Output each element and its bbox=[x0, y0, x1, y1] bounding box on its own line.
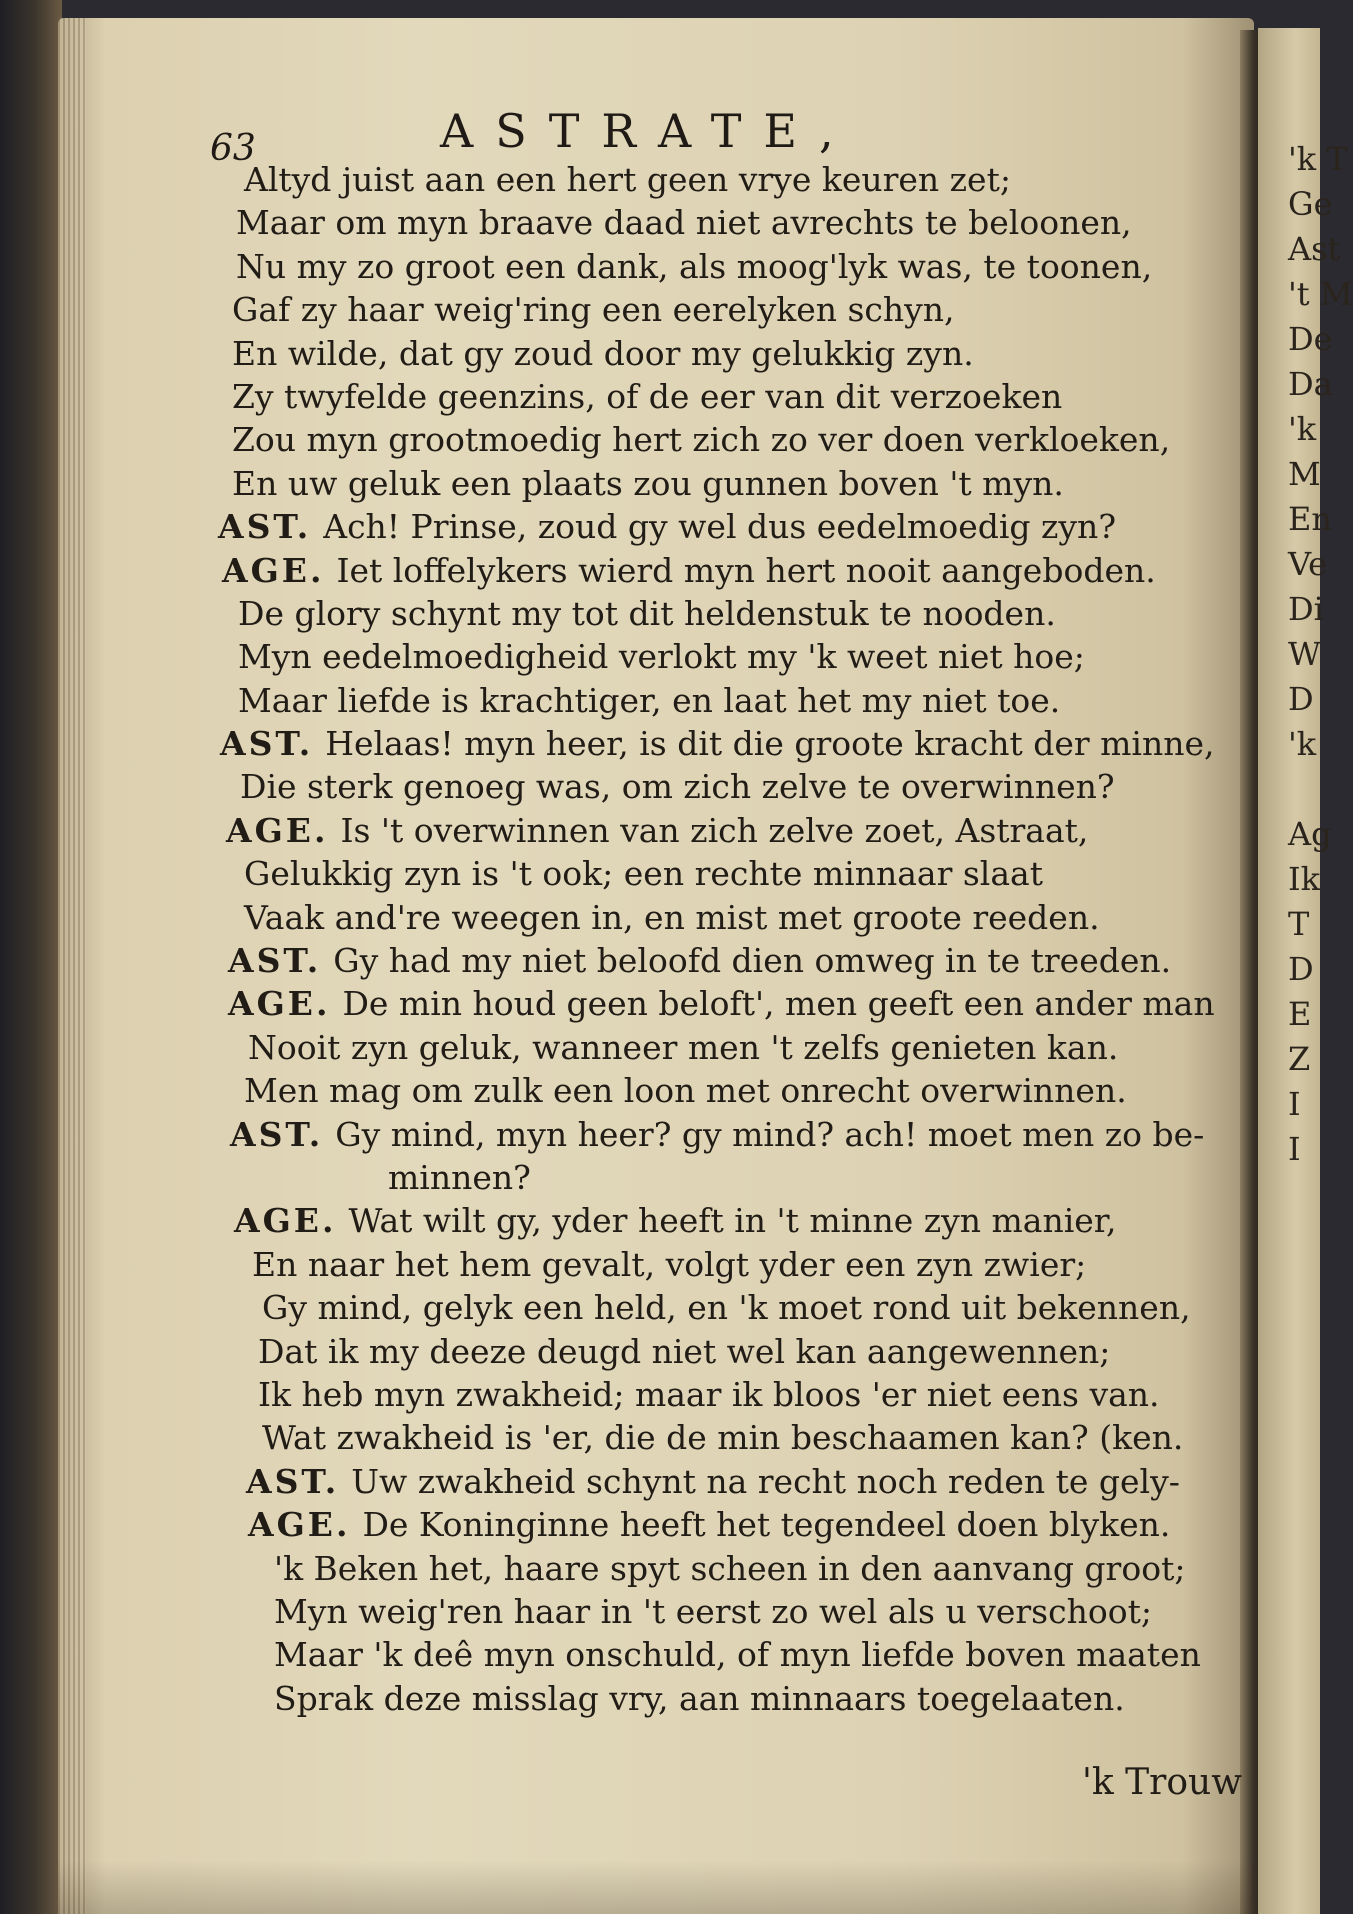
next-page-fragment: Ag bbox=[1288, 815, 1332, 853]
verse-text: Dat ik my deeze deugd niet wel kan aangewennen; bbox=[258, 1331, 1111, 1371]
verse-line bbox=[218, 1373, 1238, 1416]
speaker-label: AGE. bbox=[222, 550, 325, 590]
next-page-fragment: I bbox=[1288, 1085, 1301, 1123]
next-page-fragment: Ve bbox=[1288, 545, 1328, 583]
verse-line bbox=[218, 549, 1238, 592]
next-page-fragment: I bbox=[1288, 1130, 1301, 1168]
next-page-fragment: Ik bbox=[1288, 860, 1321, 898]
verse-line bbox=[218, 1547, 1238, 1590]
verse-line bbox=[218, 1633, 1238, 1676]
verse-line bbox=[218, 679, 1238, 722]
speaker-label: AST. bbox=[246, 1461, 340, 1501]
verse-text: Zou myn grootmoedig hert zich zo ver doen verkloeken, bbox=[232, 420, 1171, 460]
verse-line bbox=[218, 1677, 1238, 1720]
verse-line bbox=[218, 375, 1238, 418]
verse-line bbox=[218, 462, 1238, 505]
verse-line bbox=[218, 245, 1238, 288]
verse-text: 'k Beken het, haare spyt scheen in den aanvang groot; bbox=[274, 1548, 1186, 1588]
verse-line bbox=[218, 982, 1238, 1025]
next-page-fragment: Di bbox=[1288, 590, 1324, 628]
next-page-fragment bbox=[1288, 1175, 1328, 1213]
page-number: 63 bbox=[210, 128, 256, 169]
verse-text: Iet loffelykers wierd myn hert nooit aangeboden. bbox=[336, 550, 1156, 590]
verse-text: Gaf zy haar weig'ring een eerelyken schyn, bbox=[232, 290, 955, 330]
verse-text: Vaak and're weegen in, en mist met groote reeden. bbox=[244, 897, 1100, 937]
verse-text: En wilde, dat gy zoud door my gelukkig zyn. bbox=[232, 333, 974, 373]
speaker-label: AST. bbox=[230, 1114, 324, 1154]
verse-line bbox=[218, 896, 1238, 939]
verse-line bbox=[218, 765, 1238, 808]
verse-text: De Koninginne heeft het tegendeel doen blyken. bbox=[362, 1505, 1171, 1545]
verse-text: Is 't overwinnen van zich zelve zoet, Astraat, bbox=[340, 810, 1089, 850]
verse-line bbox=[218, 809, 1238, 852]
verse-text: Ik heb myn zwakheid; maar ik bloos 'er niet eens van. bbox=[258, 1374, 1160, 1414]
speaker-label: AGE. bbox=[228, 984, 331, 1024]
verse-text: Maar liefde is krachtiger, en laat het my niet toe. bbox=[238, 680, 1061, 720]
next-page-fragment bbox=[1288, 1310, 1328, 1348]
verse-text: Gelukkig zyn is 't ook; een rechte minnaar slaat bbox=[244, 854, 1043, 894]
catchword: 'k Trouw bbox=[1082, 1762, 1243, 1803]
verse-line bbox=[218, 1069, 1238, 1112]
verse-text: Uw zwakheid schynt na recht noch reden te gely- bbox=[351, 1461, 1180, 1501]
next-page-fragment: E bbox=[1288, 995, 1312, 1033]
next-page-fragment: M bbox=[1288, 455, 1321, 493]
running-head: ASTRATE, bbox=[440, 104, 856, 158]
speaker-label: AGE. bbox=[234, 1201, 337, 1241]
verse-text: Men mag om zulk een loon met onrecht overwinnen. bbox=[244, 1071, 1127, 1111]
next-page-fragment: Ge bbox=[1288, 185, 1333, 223]
verse-text: Nooit zyn geluk, wanneer men 't zelfs genieten kan. bbox=[248, 1027, 1119, 1067]
verse-text: Myn eedelmoedigheid verlokt my 'k weet niet hoe; bbox=[238, 637, 1085, 677]
verse-text: Wat zwakheid is 'er, die de min beschaamen kan? (ken. bbox=[262, 1418, 1184, 1458]
next-page-edge bbox=[1258, 28, 1353, 1914]
verse-line bbox=[218, 1330, 1238, 1373]
next-page-fragment: Da bbox=[1288, 365, 1333, 403]
verse-text: De glory schynt my tot dit heldenstuk te nooden. bbox=[238, 593, 1056, 633]
verse-text: Altyd juist aan een hert geen vrye keuren zet; bbox=[244, 160, 1011, 199]
verse-line bbox=[218, 939, 1238, 982]
speaker-label: AST. bbox=[220, 724, 314, 764]
verse-text: Gy mind, gelyk een held, en 'k moet rond uit bekennen, bbox=[262, 1288, 1191, 1328]
verse-text: De min houd geen beloft', men geeft een ander man bbox=[342, 984, 1215, 1024]
verse-line bbox=[218, 592, 1238, 635]
verse-text: Wat wilt gy, yder heeft in 't minne zyn manier, bbox=[348, 1201, 1117, 1241]
book-binding-left bbox=[0, 0, 62, 1914]
verse-line bbox=[218, 852, 1238, 895]
verse-line bbox=[218, 418, 1238, 461]
next-page-fragment: 'k bbox=[1288, 725, 1317, 763]
verse-line bbox=[218, 332, 1238, 375]
verse-text: Ach! Prinse, zoud gy wel dus eedelmoedig zyn? bbox=[323, 507, 1117, 547]
verse-text: En naar het hem gevalt, volgt yder een zyn zwier; bbox=[252, 1244, 1087, 1284]
verse-text: Zy twyfelde geenzins, of de eer van dit verzoeken bbox=[232, 376, 1063, 416]
verse-line bbox=[218, 1026, 1238, 1069]
verse-text: minnen? bbox=[388, 1157, 531, 1197]
verse-text: Myn weig'ren haar in 't eerst zo wel als u verschoot; bbox=[274, 1591, 1152, 1631]
verse-line bbox=[218, 158, 1238, 201]
verse-line bbox=[218, 288, 1238, 331]
next-page-fragment: 'k T bbox=[1288, 140, 1348, 178]
verse-block bbox=[218, 158, 1238, 1720]
verse-line bbox=[218, 1243, 1238, 1286]
verse-text: Sprak deze misslag vry, aan minnaars toegelaaten. bbox=[274, 1678, 1125, 1718]
next-page-fragment: D bbox=[1288, 680, 1314, 718]
verse-text: Gy had my niet beloofd dien omweg in te treeden. bbox=[333, 941, 1172, 981]
verse-line bbox=[218, 1199, 1238, 1242]
speaker-label: AGE. bbox=[226, 810, 329, 850]
speaker-label: AGE. bbox=[248, 1505, 351, 1545]
verse-line bbox=[218, 505, 1238, 548]
verse-text: Nu my zo groot een dank, als moog'lyk was, te toonen, bbox=[236, 246, 1153, 286]
speaker-label: AST. bbox=[218, 507, 312, 547]
speaker-label: AST. bbox=[228, 941, 322, 981]
verse-line bbox=[218, 1460, 1238, 1503]
verse-text: En uw geluk een plaats zou gunnen boven 't myn. bbox=[232, 463, 1064, 503]
verse-line bbox=[218, 1113, 1238, 1156]
verse-text: Gy mind, myn heer? gy mind? ach! moet men zo be- bbox=[335, 1114, 1205, 1154]
verse-line bbox=[218, 1416, 1238, 1459]
verse-line bbox=[218, 1503, 1238, 1546]
next-page-fragment: 'k bbox=[1288, 410, 1317, 448]
verse-text: Maar 'k deê myn onschuld, of myn liefde boven maaten bbox=[274, 1635, 1201, 1675]
verse-text: Die sterk genoeg was, om zich zelve te overwinnen? bbox=[240, 767, 1115, 807]
next-page-fragment: De bbox=[1288, 320, 1333, 358]
verse-line bbox=[218, 1156, 1238, 1199]
next-page-fragment bbox=[1288, 1220, 1328, 1258]
verse-line bbox=[218, 635, 1238, 678]
verse-line bbox=[218, 1590, 1238, 1633]
verse-line bbox=[218, 201, 1238, 244]
next-page-fragment: T bbox=[1288, 905, 1310, 943]
next-page-fragment bbox=[1288, 1265, 1328, 1303]
verse-line bbox=[218, 722, 1238, 765]
next-page-fragment: 't M bbox=[1288, 275, 1353, 313]
next-page-fragment bbox=[1288, 770, 1328, 808]
next-page-fragment: Z bbox=[1288, 1040, 1311, 1078]
verse-text: Maar om myn braave daad niet avrechts te beloonen, bbox=[236, 203, 1132, 243]
verse-text: Helaas! myn heer, is dit die groote kracht der minne, bbox=[325, 724, 1215, 764]
next-page-fragment: D bbox=[1288, 950, 1314, 988]
page-shadow bbox=[58, 1860, 1254, 1914]
verse-line bbox=[218, 1286, 1238, 1329]
next-page-fragment: Ast bbox=[1288, 230, 1341, 268]
next-page-fragment: W bbox=[1288, 635, 1321, 673]
next-page-fragment: En bbox=[1288, 500, 1332, 538]
